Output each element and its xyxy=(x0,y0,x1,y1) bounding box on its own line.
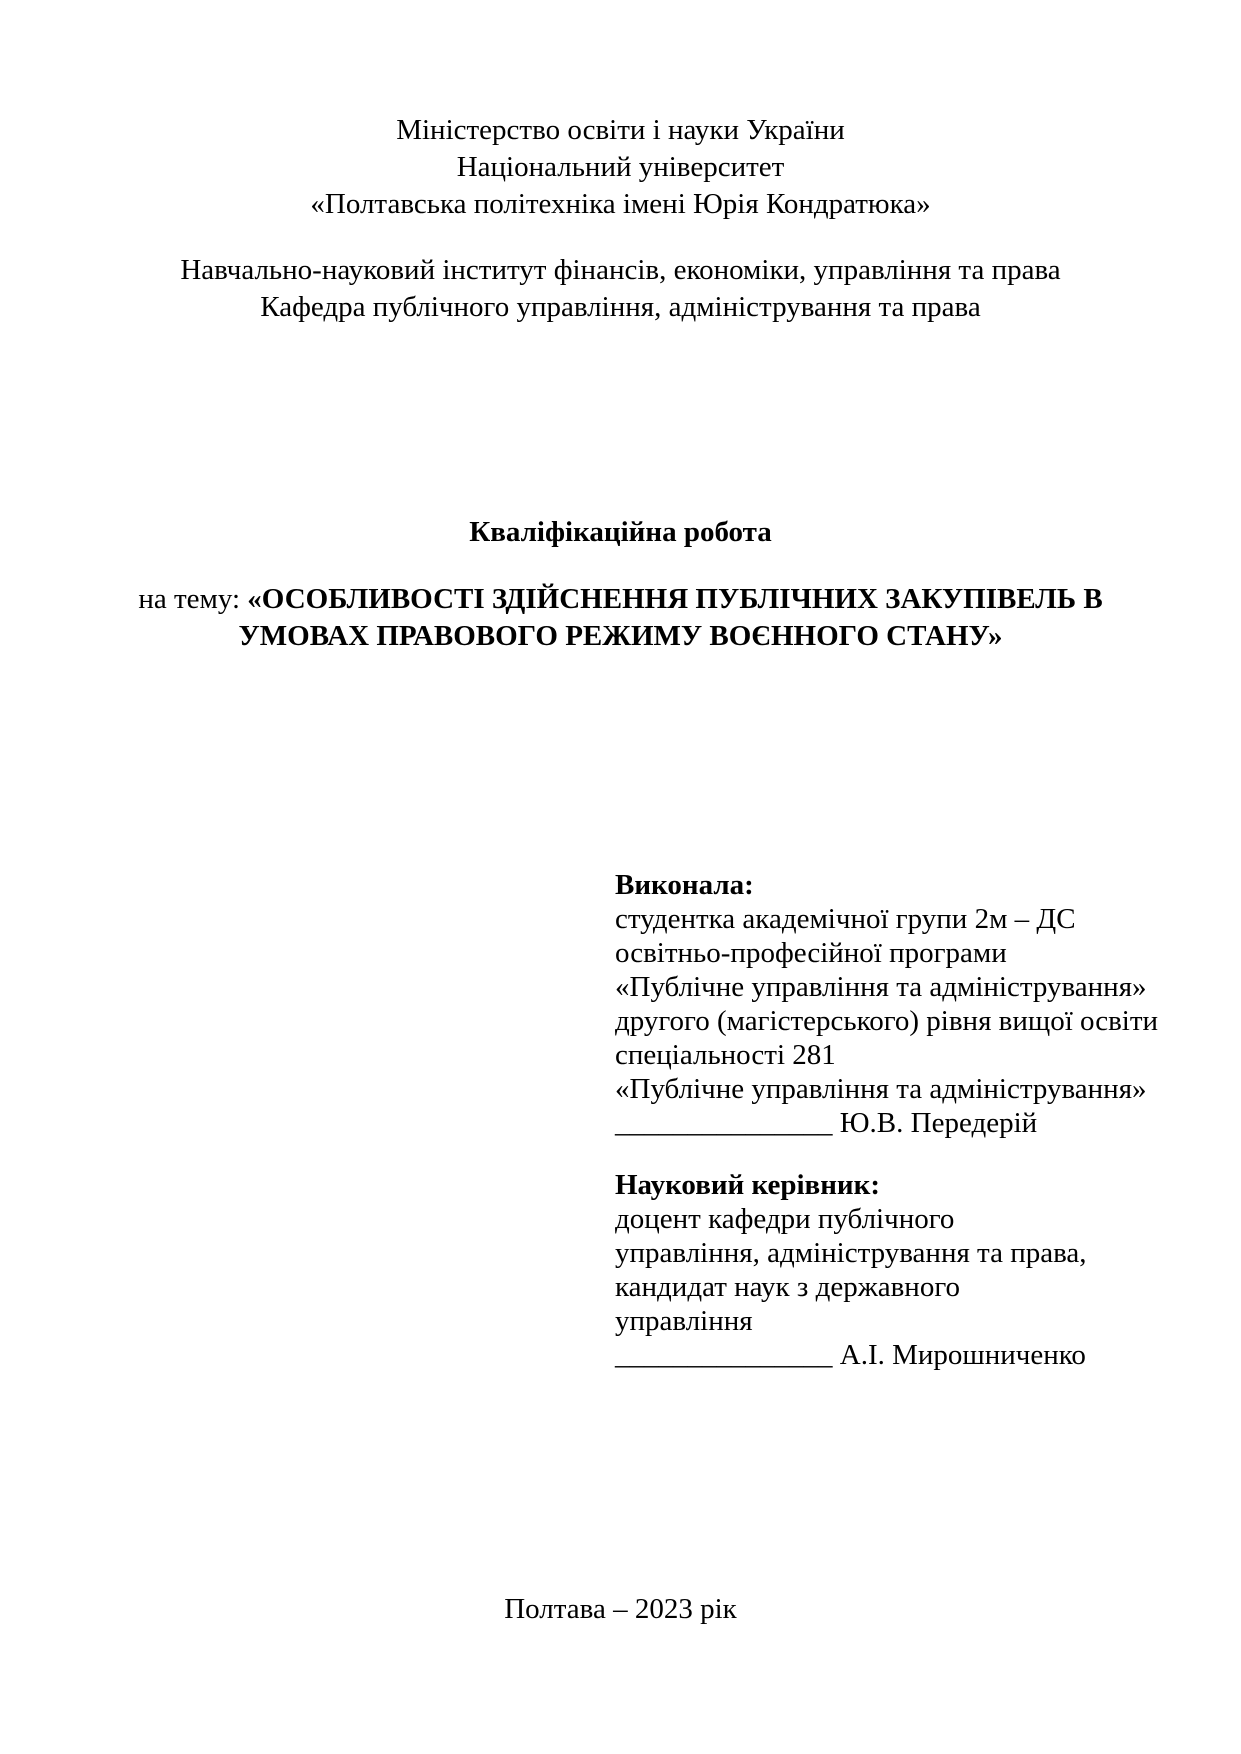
supervisor-line: доцент кафедри публічного xyxy=(615,1203,955,1235)
footer-city-year: Полтава – 2023 рік xyxy=(504,1593,737,1625)
executor-signature xyxy=(615,1106,1215,1140)
work-type-heading: Кваліфікаційна робота xyxy=(469,516,772,548)
executor-block xyxy=(615,868,1215,1140)
topic-paragraph xyxy=(91,581,1151,655)
signature-underline: _______________ xyxy=(615,1339,833,1371)
executor-line: «Публічне управління та адміністрування» xyxy=(615,971,1147,1003)
executor-line: спеціальності 281 xyxy=(615,1039,836,1071)
executor-label: Виконала: xyxy=(615,869,754,901)
executor-line: освітньо-професійної програми xyxy=(615,937,1007,969)
supervisor-line: управління, адміністрування та права, xyxy=(615,1237,1087,1269)
signature-underline: _______________ xyxy=(615,1107,833,1139)
supervisor-line: кандидат наук з державного xyxy=(615,1271,960,1303)
supervisor-block xyxy=(615,1168,1215,1372)
supervisor-signature xyxy=(615,1338,1215,1372)
ministry-line: Міністерство освіти і науки України xyxy=(396,114,845,146)
university-name-line: «Полтавська політехніка імені Юрія Кондратюка» xyxy=(310,188,931,220)
executor-signature-name: Ю.В. Передерій xyxy=(839,1107,1038,1139)
executor-line: студентка академічної групи 2м – ДС xyxy=(615,903,1076,935)
topic-title: «ОСОБЛИВОСТІ ЗДІЙСНЕННЯ ПУБЛІЧНИХ ЗАКУПІВЕЛЬ В УМОВАХ ПРАВОВОГО РЕЖИМУ ВОЄННОГО СТАНУ» xyxy=(238,583,1103,652)
university-line: Національний університет xyxy=(456,151,785,183)
header-institution-block xyxy=(0,112,1241,223)
header-department-block xyxy=(0,252,1241,326)
executor-line: «Публічне управління та адміністрування» xyxy=(615,1073,1147,1105)
supervisor-line: управління xyxy=(615,1305,753,1337)
supervisor-label: Науковий керівник: xyxy=(615,1169,881,1201)
executor-line: другого (магістерського) рівня вищої освіти xyxy=(615,1005,1159,1037)
supervisor-signature-name: А.І. Мирошниченко xyxy=(839,1339,1086,1371)
department-line: Кафедра публічного управління, адміністрування та права xyxy=(260,291,981,323)
topic-prefix: на тему: xyxy=(138,583,248,615)
institute-line: Навчально-науковий інститут фінансів, економіки, управління та права xyxy=(180,254,1061,286)
